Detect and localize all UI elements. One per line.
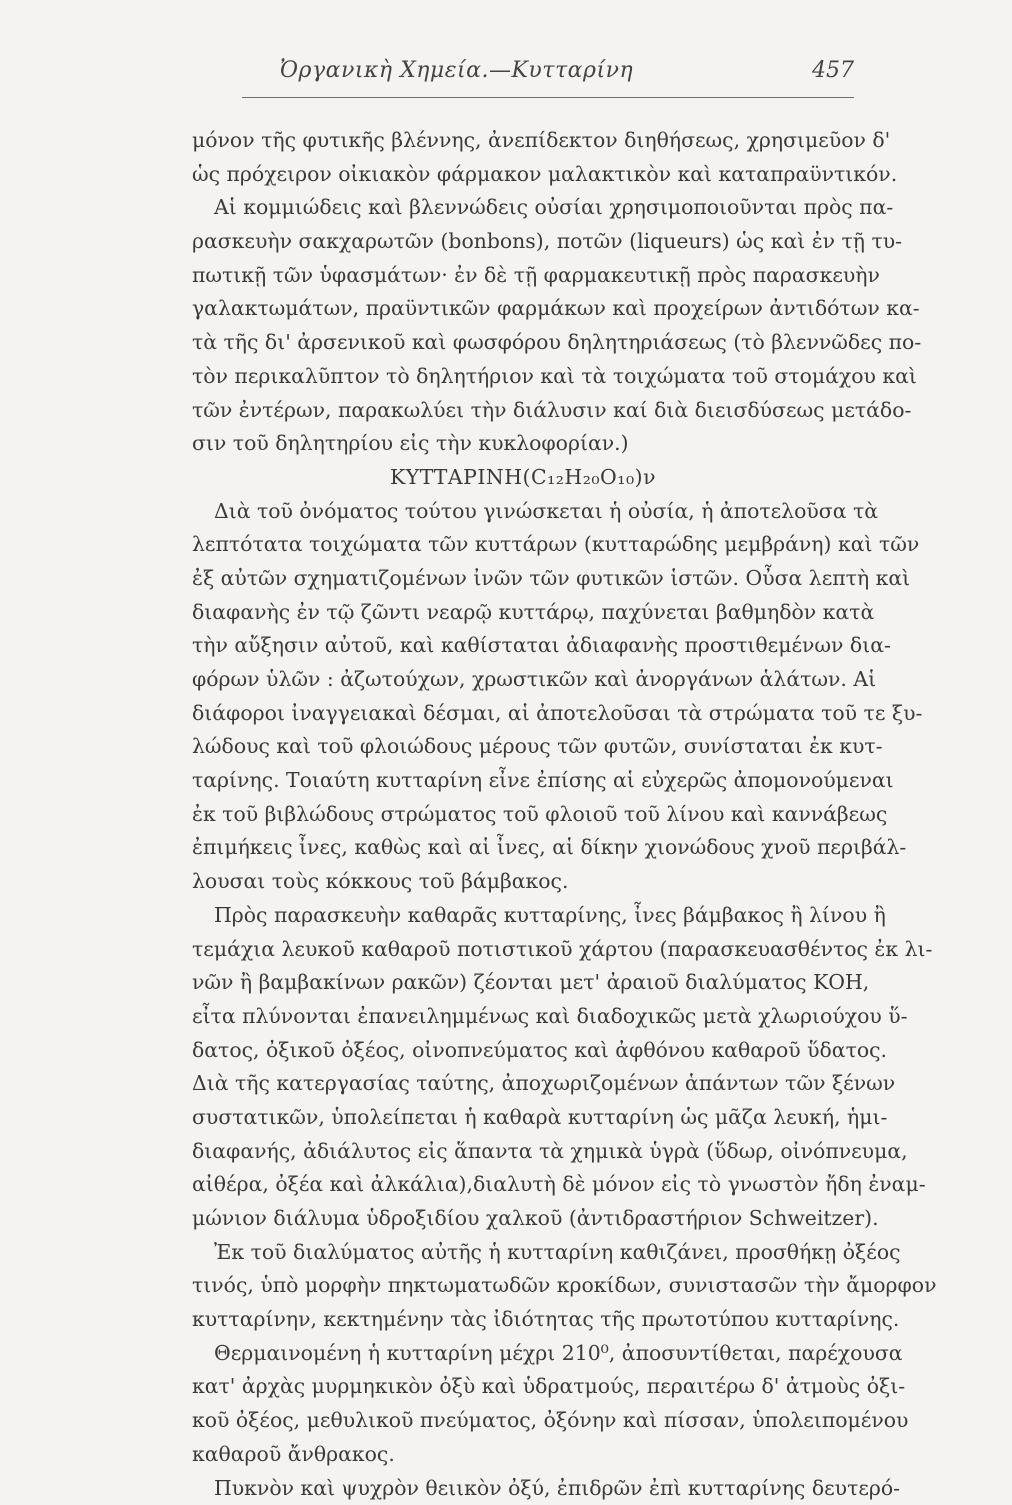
text-line: τὴν αὔξησιν αὐτοῦ, καὶ καθίσταται ἀδιαφανὴς προστιθεμένων δια- — [192, 629, 854, 663]
text-line: Θερμαινομένη ἡ κυτταρίνη μέχρι 210⁰, ἀποσυντίθεται, παρέχουσα — [192, 1337, 854, 1371]
text-line: τὸν περικαλῦπτον τὸ δηλητήριον καὶ τὰ τοιχώματα τοῦ στομάχου καὶ — [192, 360, 854, 394]
text-line: ρασκευὴν σακχαρωτῶν (bonbons), ποτῶν (liqueurs) ὡς καὶ ἐν τῇ τυ- — [192, 225, 854, 259]
text-line: Αἱ κομμιώδεις καὶ βλεννώδεις οὐσίαι χρησιμοποιοῦνται πρὸς πα- — [192, 191, 854, 225]
text-line: μώνιον διάλυμα ὑδροξιδίου χαλκοῦ (ἀντιδραστήριον Schweitzer). — [192, 1202, 854, 1236]
text-line: κυτταρίνην, κεκτημένην τὰς ἰδιότητας τῆς πρωτοτύπου κυτταρίνης. — [192, 1303, 854, 1337]
text-line: σιν τοῦ δηλητηρίου εἰς τὴν κυκλοφορίαν.) — [192, 427, 854, 461]
text-line: μόνον τῆς φυτικῆς βλέννης, ἀνεπίδεκτον διηθήσεως, χρησιμεῦον δ' — [192, 124, 854, 158]
text-line: κατ' ἀρχὰς μυρμηκικὸν ὀξὺ καὶ ὑδρατμούς, περαιτέρω δ' ἀτμοὺς ὀξι- — [192, 1370, 854, 1404]
text-line: Πρὸς παρασκευὴν καθαρᾶς κυτταρίνης, ἶνες βάμβακος ἢ λίνου ἢ — [192, 899, 854, 933]
text-line: τεμάχια λευκοῦ καθαροῦ ποτιστικοῦ χάρτου (παρασκευασθέντος ἐκ λι- — [192, 933, 854, 967]
text-line: ὡς πρόχειρον οἰκιακὸν φάρμακον μαλακτικὸν καὶ καταπραϋντικόν. — [192, 158, 854, 192]
text-line: ἐξ αὐτῶν σχηματιζομένων ἰνῶν τῶν φυτικῶν ἱστῶν. Οὖσα λεπτὴ καὶ — [192, 562, 854, 596]
text-line: αἰθέρα, ὀξέα καὶ ἀλκάλια),διαλυτὴ δὲ μόνον εἰς τὸ γνωστὸν ἤδη ἐναμ- — [192, 1168, 854, 1202]
text-line: Διὰ τοῦ ὀνόματος τούτου γινώσκεται ἡ οὐσία, ἡ ἀποτελοῦσα τὰ — [192, 495, 854, 529]
page-header — [242, 58, 854, 94]
text-line: τῶν ἐντέρων, παρακωλύει τὴν διάλυσιν καί διὰ διεισδύσεως μετάδο- — [192, 394, 854, 428]
text-line: ἐπιμήκεις ἶνες, καθὼς καὶ αἱ ἶνες, αἱ δίκην χιονώδους χνοῦ περιβάλ- — [192, 831, 854, 865]
page-number: 457 — [812, 58, 854, 83]
section-heading: ΚΥΤΤΑΡΙΝΗ(C₁₂H₂₀O₁₀)ν — [192, 461, 854, 495]
text-line: τινός, ὑπὸ μορφὴν πηκτωματωδῶν κροκίδων, συνιστασῶν τὴν ἄμορφον — [192, 1269, 854, 1303]
text-line: γαλακτωμάτων, πραϋντικῶν φαρμάκων καὶ προχείρων ἀντιδότων κα- — [192, 292, 854, 326]
text-line: λώδους καὶ τοῦ φλοιώδους μέρους τῶν φυτῶν, συνίσταται ἐκ κυτ- — [192, 730, 854, 764]
page-body — [192, 124, 854, 1464]
text-line: δατος, ὀξικοῦ ὀξέος, οἰνοπνεύματος καὶ ἀφθόνου καθαροῦ ὕδατος. — [192, 1034, 854, 1068]
text-line: φόρων ὑλῶν : ἀζωτούχων, χρωστικῶν καὶ ἀνοργάνων ἁλάτων. Αἱ — [192, 663, 854, 697]
text-line: ταρίνης. Τοιαύτη κυτταρίνη εἶνε ἐπίσης αἱ εὐχερῶς ἀπομονούμεναι — [192, 764, 854, 798]
text-line: διαφανής, ἀδιάλυτος εἰς ἅπαντα τὰ χημικὰ ὑγρὰ (ὕδωρ, οἰνόπνευμα, — [192, 1135, 854, 1169]
text-line: Διὰ τῆς κατεργασίας ταύτης, ἀποχωριζομένων ἁπάντων τῶν ξένων — [192, 1067, 854, 1101]
text-line: τὰ τῆς δι' ἀρσενικοῦ καὶ φωσφόρου δηλητηριάσεως (τὸ βλεννῶδες πο- — [192, 326, 854, 360]
text-line: συστατικῶν, ὑπολείπεται ἡ καθαρὰ κυτταρίνη ὡς μᾶζα λευκή, ἡμι- — [192, 1101, 854, 1135]
text-line: διαφανὴς ἐν τῷ ζῶντι νεαρῷ κυττάρῳ, παχύνεται βαθμηδὸν κατὰ — [192, 596, 854, 630]
text-line: λεπτότατα τοιχώματα τῶν κυττάρων (κυτταρώδης μεμβράνη) καὶ τῶν — [192, 528, 854, 562]
text-line: Ἐκ τοῦ διαλύματος αὐτῆς ἡ κυτταρίνη καθιζάνει, προσθήκῃ ὀξέος — [192, 1236, 854, 1270]
text-line: Πυκνὸν καὶ ψυχρὸν θειικὸν ὀξύ, ἐπιδρῶν ἐπὶ κυτταρίνης δευτερό- — [192, 1472, 854, 1505]
text-line: εἶτα πλύνονται ἐπανειλημμένως καὶ διαδοχικῶς μετὰ χλωριούχου ὕ- — [192, 1000, 854, 1034]
text-line: διάφοροι ἰναγγειακαὶ δέσμαι, αἱ ἀποτελοῦσαι τὰ στρώματα τοῦ τε ξυ- — [192, 697, 854, 731]
text-line: λουσαι τοὺς κόκκους τοῦ βάμβακος. — [192, 865, 854, 899]
text-line: ἐκ τοῦ βιβλώδους στρώματος τοῦ φλοιοῦ τοῦ λίνου καὶ καννάβεως — [192, 798, 854, 832]
text-line: νῶν ἢ βαμβακίνων ρακῶν) ζέονται μετ' ἀραιοῦ διαλύματος ΚΟΗ, — [192, 966, 854, 1000]
text-line: πωτικῇ τῶν ὑφασμάτων· ἐν δὲ τῇ φαρμακευτικῇ πρὸς παρασκευὴν — [192, 259, 854, 293]
header-rule — [242, 97, 854, 98]
text-line: καθαροῦ ἄνθρακος. — [192, 1438, 854, 1472]
running-title: Ὀργανικὴ Χημεία.—Κυτταρίνη — [280, 58, 633, 83]
text-line: κοῦ ὀξέος, μεθυλικοῦ πνεύματος, ὀξόνην καὶ πίσσαν, ὑπολειπομένου — [192, 1404, 854, 1438]
